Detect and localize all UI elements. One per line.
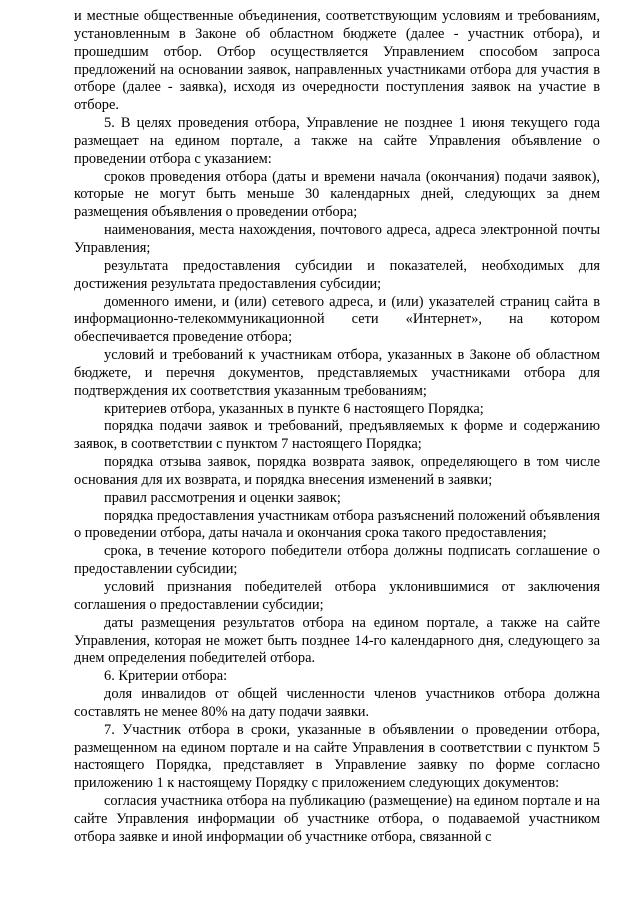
- paragraph-consent: согласия участника отбора на публикацию (размещение) на едином портале и на сайте Управления информации об участнике отбора, о подаваемой участником отбора заявке и иной информации об участнике отбора, связанной с: [74, 793, 600, 845]
- paragraph-continuation: и местные общественные объединения, соответствующим условиям и требованиям, установленным в Законе об областном бюджете (далее - участник отбора), и прошедшим отбор. Отбор осуществляется Управлением способом запроса предложений на основании заявок, направленных участниками отбора для участия в отборе (далее - заявка), исходя из очередности поступления заявок на участие в отборе.: [74, 8, 600, 114]
- paragraph-review-rules: правил рассмотрения и оценки заявок;: [104, 489, 341, 506]
- paragraph-submission-order: порядка подачи заявок и требований, предъявляемых к форме и содержанию заявок, в соответствии с пунктом 7 настоящего Порядка;: [74, 418, 600, 453]
- paragraph-withdrawal: порядка отзыва заявок, порядка возврата заявок, определяющего в том числе основания для их возврата, и порядка внесения изменений в заявки;: [74, 454, 600, 488]
- paragraph-domain: доменного имени, и (или) сетевого адреса, и (или) указателей страниц сайта в информационно-телекоммуникационной сети «Интернет», на котором обеспечивается проведение отбора;: [74, 293, 600, 346]
- paragraph-evasion: условий признания победителей отбора уклонившимися от заключения соглашения о предоставлении субсидии;: [74, 579, 600, 613]
- paragraph-name-address: наименования, места нахождения, почтового адреса, адреса электронной почты Управления;: [74, 222, 600, 256]
- paragraph-item-7: 7. Участник отбора в сроки, указанные в объявлении о проведении отбора, размещенном на едином портале и на сайте Управления в соответствии с пунктом 5 настоящего Порядка, представляет в Управление заявку по форме согласно приложению 1 к настоящему Порядку с приложением следующих документов:: [74, 721, 600, 792]
- document-page: [74, 8, 600, 847]
- paragraph-clarifications: порядка предоставления участникам отбора разъяснений положений объявления о проведении отбора, даты начала и окончания срока такого предоставления;: [74, 507, 600, 542]
- paragraph-disabled-share: доля инвалидов от общей численности членов участников отбора должна составлять не менее 80% на дату подачи заявки.: [74, 686, 600, 720]
- paragraph-item-6: 6. Критерии отбора:: [104, 668, 228, 685]
- paragraph-criteria-ref: критериев отбора, указанных в пункте 6 настоящего Порядка;: [104, 400, 484, 417]
- paragraph-signing-term: срока, в течение которого победители отбора должны подписать соглашение о предоставлении субсидии;: [74, 543, 600, 578]
- paragraph-results-date: даты размещения результатов отбора на едином портале, а также на сайте Управления, которая не может быть позднее 14-го календарного дня, следующего за днем определения победителей отбора.: [74, 614, 600, 667]
- paragraph-result: результата предоставления субсидии и показателей, необходимых для достижения результата предоставления субсидии;: [74, 257, 600, 292]
- paragraph-item-5: 5. В целях проведения отбора, Управление не позднее 1 июня текущего года размещает на едином портале, а также на сайте Управления объявление о проведении отбора с указанием:: [74, 115, 600, 167]
- paragraph-conditions: условий и требований к участникам отбора, указанных в Законе об областном бюджете, и перечня документов, представляемых участниками отбора для подтверждения их соответствия указанным требованиям;: [74, 347, 600, 399]
- paragraph-deadlines: сроков проведения отбора (даты и времени начала (окончания) подачи заявок), которые не могут быть меньше 30 календарных дней, следующих за днем размещения объявления о проведении отбора;: [74, 168, 600, 221]
